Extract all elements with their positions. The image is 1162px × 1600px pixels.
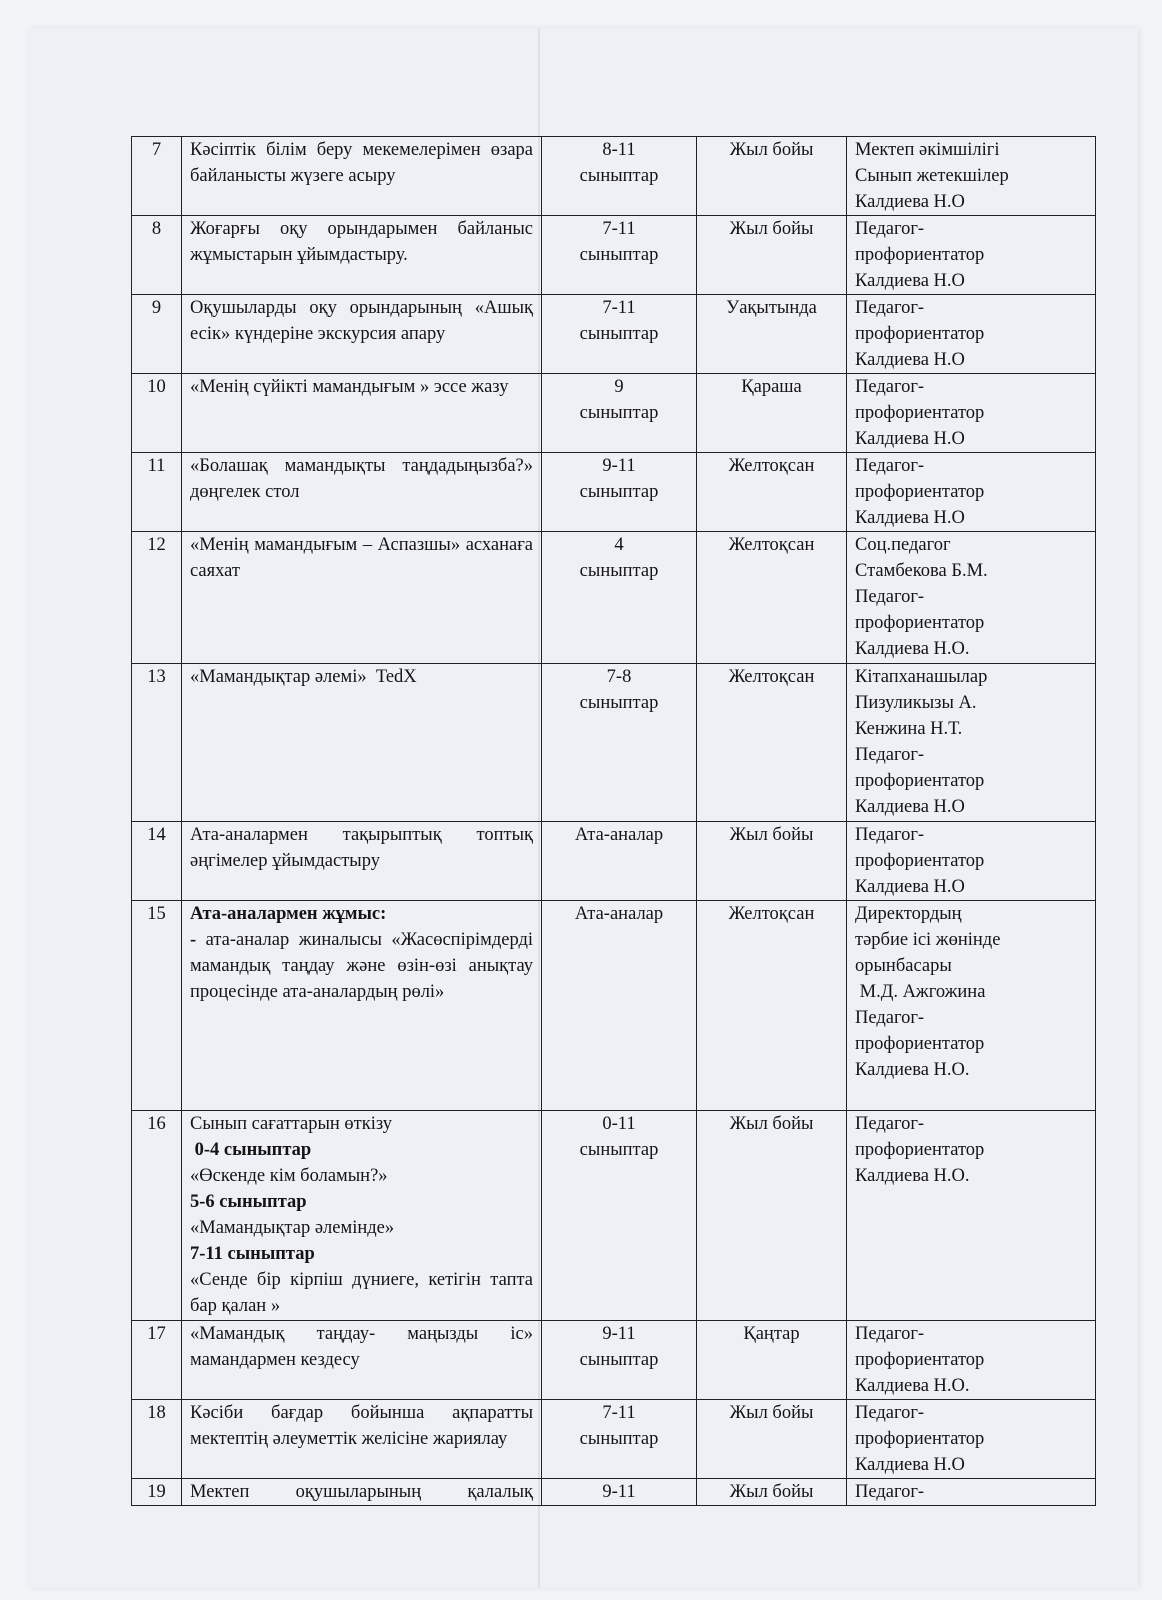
responsible-line: Калдиева Н.О.: [855, 1376, 970, 1396]
responsible-line: Кітапханашылар: [855, 667, 988, 687]
responsible-line: Калдиева Н.О: [855, 192, 965, 212]
row-number: 18: [132, 1400, 182, 1479]
event-cell: [182, 1111, 542, 1321]
participants-cell: [542, 822, 697, 901]
class-group-heading: 5-6 сыныптар: [190, 1192, 307, 1212]
participants-cell: [542, 216, 697, 295]
event-cell: [182, 374, 542, 453]
event-cell: [182, 137, 542, 216]
responsible-line: профориентатор: [855, 324, 985, 344]
responsible-line: Калдиева Н.О: [855, 877, 965, 897]
participants-cell: [542, 137, 697, 216]
time-cell: Жыл бойы: [697, 137, 847, 216]
class-range: 9-11: [602, 1324, 636, 1344]
responsible-line: профориентатор: [855, 482, 985, 502]
event-cell: [182, 295, 542, 374]
time-cell: Жыл бойы: [697, 822, 847, 901]
class-label: сыныптар: [579, 403, 659, 423]
time-cell: Жыл бойы: [697, 1400, 847, 1479]
table-row: [132, 532, 1096, 664]
responsible-line: профориентатор: [855, 245, 985, 265]
participants-cell: [542, 374, 697, 453]
event-cell: [182, 1400, 542, 1479]
table-row: [132, 664, 1096, 822]
event-text: «Менің мамандығым – Аспазшы» асханаға саяхат: [190, 535, 533, 581]
event-text: «Менің сүйікті мамандығым » эссе жазу: [190, 377, 509, 397]
class-range: 7-8: [606, 667, 632, 687]
participants-cell: [542, 1321, 697, 1400]
table-row: [132, 1479, 1096, 1506]
responsible-line: Сынып жетекшілер: [855, 166, 1009, 186]
responsible-line: Педагог-: [855, 1324, 925, 1344]
responsible-line: профориентатор: [855, 1350, 985, 1370]
participants-cell: [542, 1479, 697, 1506]
responsible-line: Калдиева Н.О: [855, 508, 965, 528]
responsible-line: Педагог-: [855, 825, 925, 845]
event-text: Мектеп оқушыларының қалалық: [190, 1482, 533, 1502]
responsible-line: профориентатор: [855, 851, 985, 871]
responsible-line: Мектеп әкімшілігі: [855, 140, 1000, 160]
time-cell: Желтоқсан: [697, 664, 847, 822]
event-text: «Мамандықтар әлемі» TedX: [190, 667, 417, 687]
class-label: сыныптар: [579, 245, 659, 265]
responsible-line: Калдиева Н.О.: [855, 1060, 970, 1080]
responsible-cell: [847, 137, 1096, 216]
event-text: Кәсіптік білім беру мекемелерімен өзара байланысты жүзеге асыру: [190, 140, 533, 186]
event-text: ата-аналар жиналысы «Жасөспірімдерді мамандық таңдау және өзін-өзі анықтау процесінде ата-аналардың рөлі»: [190, 930, 533, 1002]
class-range: 9-11: [602, 1482, 636, 1502]
class-label: сыныптар: [579, 693, 659, 713]
class-group-heading: 0-4 сыныптар: [190, 1140, 312, 1160]
time-cell: Желтоқсан: [697, 532, 847, 664]
responsible-line: Педагог-: [855, 298, 925, 318]
responsible-line: Калдиева Н.О: [855, 350, 965, 370]
time-cell: Қараша: [697, 374, 847, 453]
responsible-line: Калдиева Н.О: [855, 271, 965, 291]
event-text: Жоғарғы оқу орындарымен байланыс жұмыстарын ұйымдастыру.: [190, 219, 533, 265]
responsible-line: профориентатор: [855, 1140, 985, 1160]
row-number: 13: [132, 664, 182, 822]
class-label: сыныптар: [579, 482, 659, 502]
table-row: [132, 453, 1096, 532]
responsible-line: профориентатор: [855, 1429, 985, 1449]
table-row: [132, 1400, 1096, 1479]
participants-cell: [542, 453, 697, 532]
list-dash: -: [190, 930, 206, 950]
class-range: 9: [614, 377, 624, 397]
table-row: [132, 137, 1096, 216]
event-cell: [182, 901, 542, 1111]
participants-cell: [542, 532, 697, 664]
table-row: [132, 1321, 1096, 1400]
row-number: 19: [132, 1479, 182, 1506]
responsible-line: Калдиева Н.О: [855, 1455, 965, 1475]
event-text: «Мамандықтар әлемінде»: [190, 1218, 395, 1238]
responsible-line: тәрбие ісі жөнінде: [855, 930, 1001, 950]
event-cell: [182, 664, 542, 822]
event-text: «Өскенде кім боламын?»: [190, 1166, 388, 1186]
event-cell: [182, 532, 542, 664]
time-cell: Жыл бойы: [697, 216, 847, 295]
responsible-cell: [847, 532, 1096, 664]
table-row: [132, 822, 1096, 901]
responsible-line: профориентатор: [855, 613, 985, 633]
participants-cell: [542, 901, 697, 1111]
class-label: сыныптар: [579, 1429, 659, 1449]
time-cell: Желтоқсан: [697, 901, 847, 1111]
event-cell: [182, 1321, 542, 1400]
responsible-line: Педагог-: [855, 219, 925, 239]
responsible-line: Калдиева Н.О: [855, 429, 965, 449]
responsible-line: Калдиева Н.О.: [855, 639, 970, 659]
responsible-line: Калдиева Н.О.: [855, 1166, 970, 1186]
row-number: 7: [132, 137, 182, 216]
row-number: 14: [132, 822, 182, 901]
responsible-line: М.Д. Ажгожина: [855, 982, 986, 1002]
class-range: 7-11: [602, 1403, 636, 1423]
responsible-line: Педагог-: [855, 1008, 925, 1028]
table-row: [132, 216, 1096, 295]
responsible-cell: [847, 1321, 1096, 1400]
responsible-line: Пизуликызы А.: [855, 693, 977, 713]
table-row: [132, 295, 1096, 374]
event-text: Кәсіби бағдар бойынша ақпаратты мектептің әлеуметтік желісіне жариялау: [190, 1403, 533, 1449]
row-number: 16: [132, 1111, 182, 1321]
table-row: [132, 901, 1096, 1111]
responsible-line: Педагог-: [855, 745, 925, 765]
participants-cell: [542, 295, 697, 374]
responsible-line: Соц.педагог: [855, 535, 951, 555]
responsible-cell: [847, 374, 1096, 453]
event-text: «Мамандық таңдау- маңызды іс» мамандармен кездесу: [190, 1324, 533, 1370]
row-number: 17: [132, 1321, 182, 1400]
time-cell: Желтоқсан: [697, 453, 847, 532]
row-number: 8: [132, 216, 182, 295]
responsible-line: профориентатор: [855, 403, 985, 423]
participants-cell: [542, 1400, 697, 1479]
table-row: [132, 1111, 1096, 1321]
class-range: 0-11: [602, 1114, 636, 1134]
row-number: 9: [132, 295, 182, 374]
row-number: 15: [132, 901, 182, 1111]
class-label: Ата-аналар: [574, 825, 664, 845]
event-text: Сынып сағаттарын өткізу: [190, 1114, 393, 1134]
responsible-cell: [847, 1400, 1096, 1479]
event-cell: [182, 216, 542, 295]
row-number: 10: [132, 374, 182, 453]
class-label: сыныптар: [579, 1350, 659, 1370]
row-number: 12: [132, 532, 182, 664]
event-cell: [182, 822, 542, 901]
responsible-cell: [847, 453, 1096, 532]
responsible-line: Калдиева Н.О: [855, 797, 965, 817]
responsible-line: Педагог-: [855, 456, 925, 476]
event-text: «Сенде бір кірпіш дүниеге, кетігін тапта бар қалан »: [190, 1270, 533, 1316]
class-label: сыныптар: [579, 1140, 659, 1160]
event-cell: [182, 1479, 542, 1506]
responsible-line: Педагог-: [855, 377, 925, 397]
responsible-line: Педагог-: [855, 1482, 925, 1502]
time-cell: Уақытында: [697, 295, 847, 374]
class-label: сыныптар: [579, 561, 659, 581]
participants-cell: [542, 664, 697, 822]
responsible-line: профориентатор: [855, 771, 985, 791]
class-label: Ата-аналар: [574, 904, 664, 924]
responsible-line: Педагог-: [855, 1403, 925, 1423]
class-range: 4: [614, 535, 624, 555]
responsible-cell: [847, 1111, 1096, 1321]
responsible-cell: [847, 901, 1096, 1111]
responsible-cell: [847, 216, 1096, 295]
responsible-line: Кенжина Н.Т.: [855, 719, 963, 739]
responsible-line: профориентатор: [855, 1034, 985, 1054]
responsible-cell: [847, 1479, 1096, 1506]
time-cell: Жыл бойы: [697, 1111, 847, 1321]
row-number: 11: [132, 453, 182, 532]
event-text: «Болашақ мамандықты таңдадыңызба?» дөңгелек стол: [190, 456, 533, 502]
responsible-cell: [847, 295, 1096, 374]
event-cell: [182, 453, 542, 532]
class-label: сыныптар: [579, 324, 659, 344]
class-range: 7-11: [602, 298, 636, 318]
class-label: сыныптар: [579, 166, 659, 186]
responsible-cell: [847, 664, 1096, 822]
time-cell: Қаңтар: [697, 1321, 847, 1400]
class-group-heading: 7-11 сыныптар: [190, 1244, 315, 1264]
participants-cell: [542, 1111, 697, 1321]
class-range: 9-11: [602, 456, 636, 476]
table-row: [132, 374, 1096, 453]
class-range: 7-11: [602, 219, 636, 239]
event-text: Оқушыларды оқу орындарының «Ашық есік» күндеріне экскурсия апару: [190, 298, 533, 344]
responsible-cell: [847, 822, 1096, 901]
responsible-line: орынбасары: [855, 956, 952, 976]
responsible-line: Педагог-: [855, 1114, 925, 1134]
time-cell: Жыл бойы: [697, 1479, 847, 1506]
responsible-line: Педагог-: [855, 587, 925, 607]
event-heading: Ата-аналармен жұмыс:: [190, 904, 387, 924]
event-text: Ата-аналармен тақырыптық топтық әңгімелер ұйымдастыру: [190, 825, 533, 871]
responsible-line: Стамбекова Б.М.: [855, 561, 988, 581]
career-guidance-plan-table: [131, 136, 1096, 1506]
class-range: 8-11: [602, 140, 636, 160]
responsible-line: Директордың: [855, 904, 962, 924]
